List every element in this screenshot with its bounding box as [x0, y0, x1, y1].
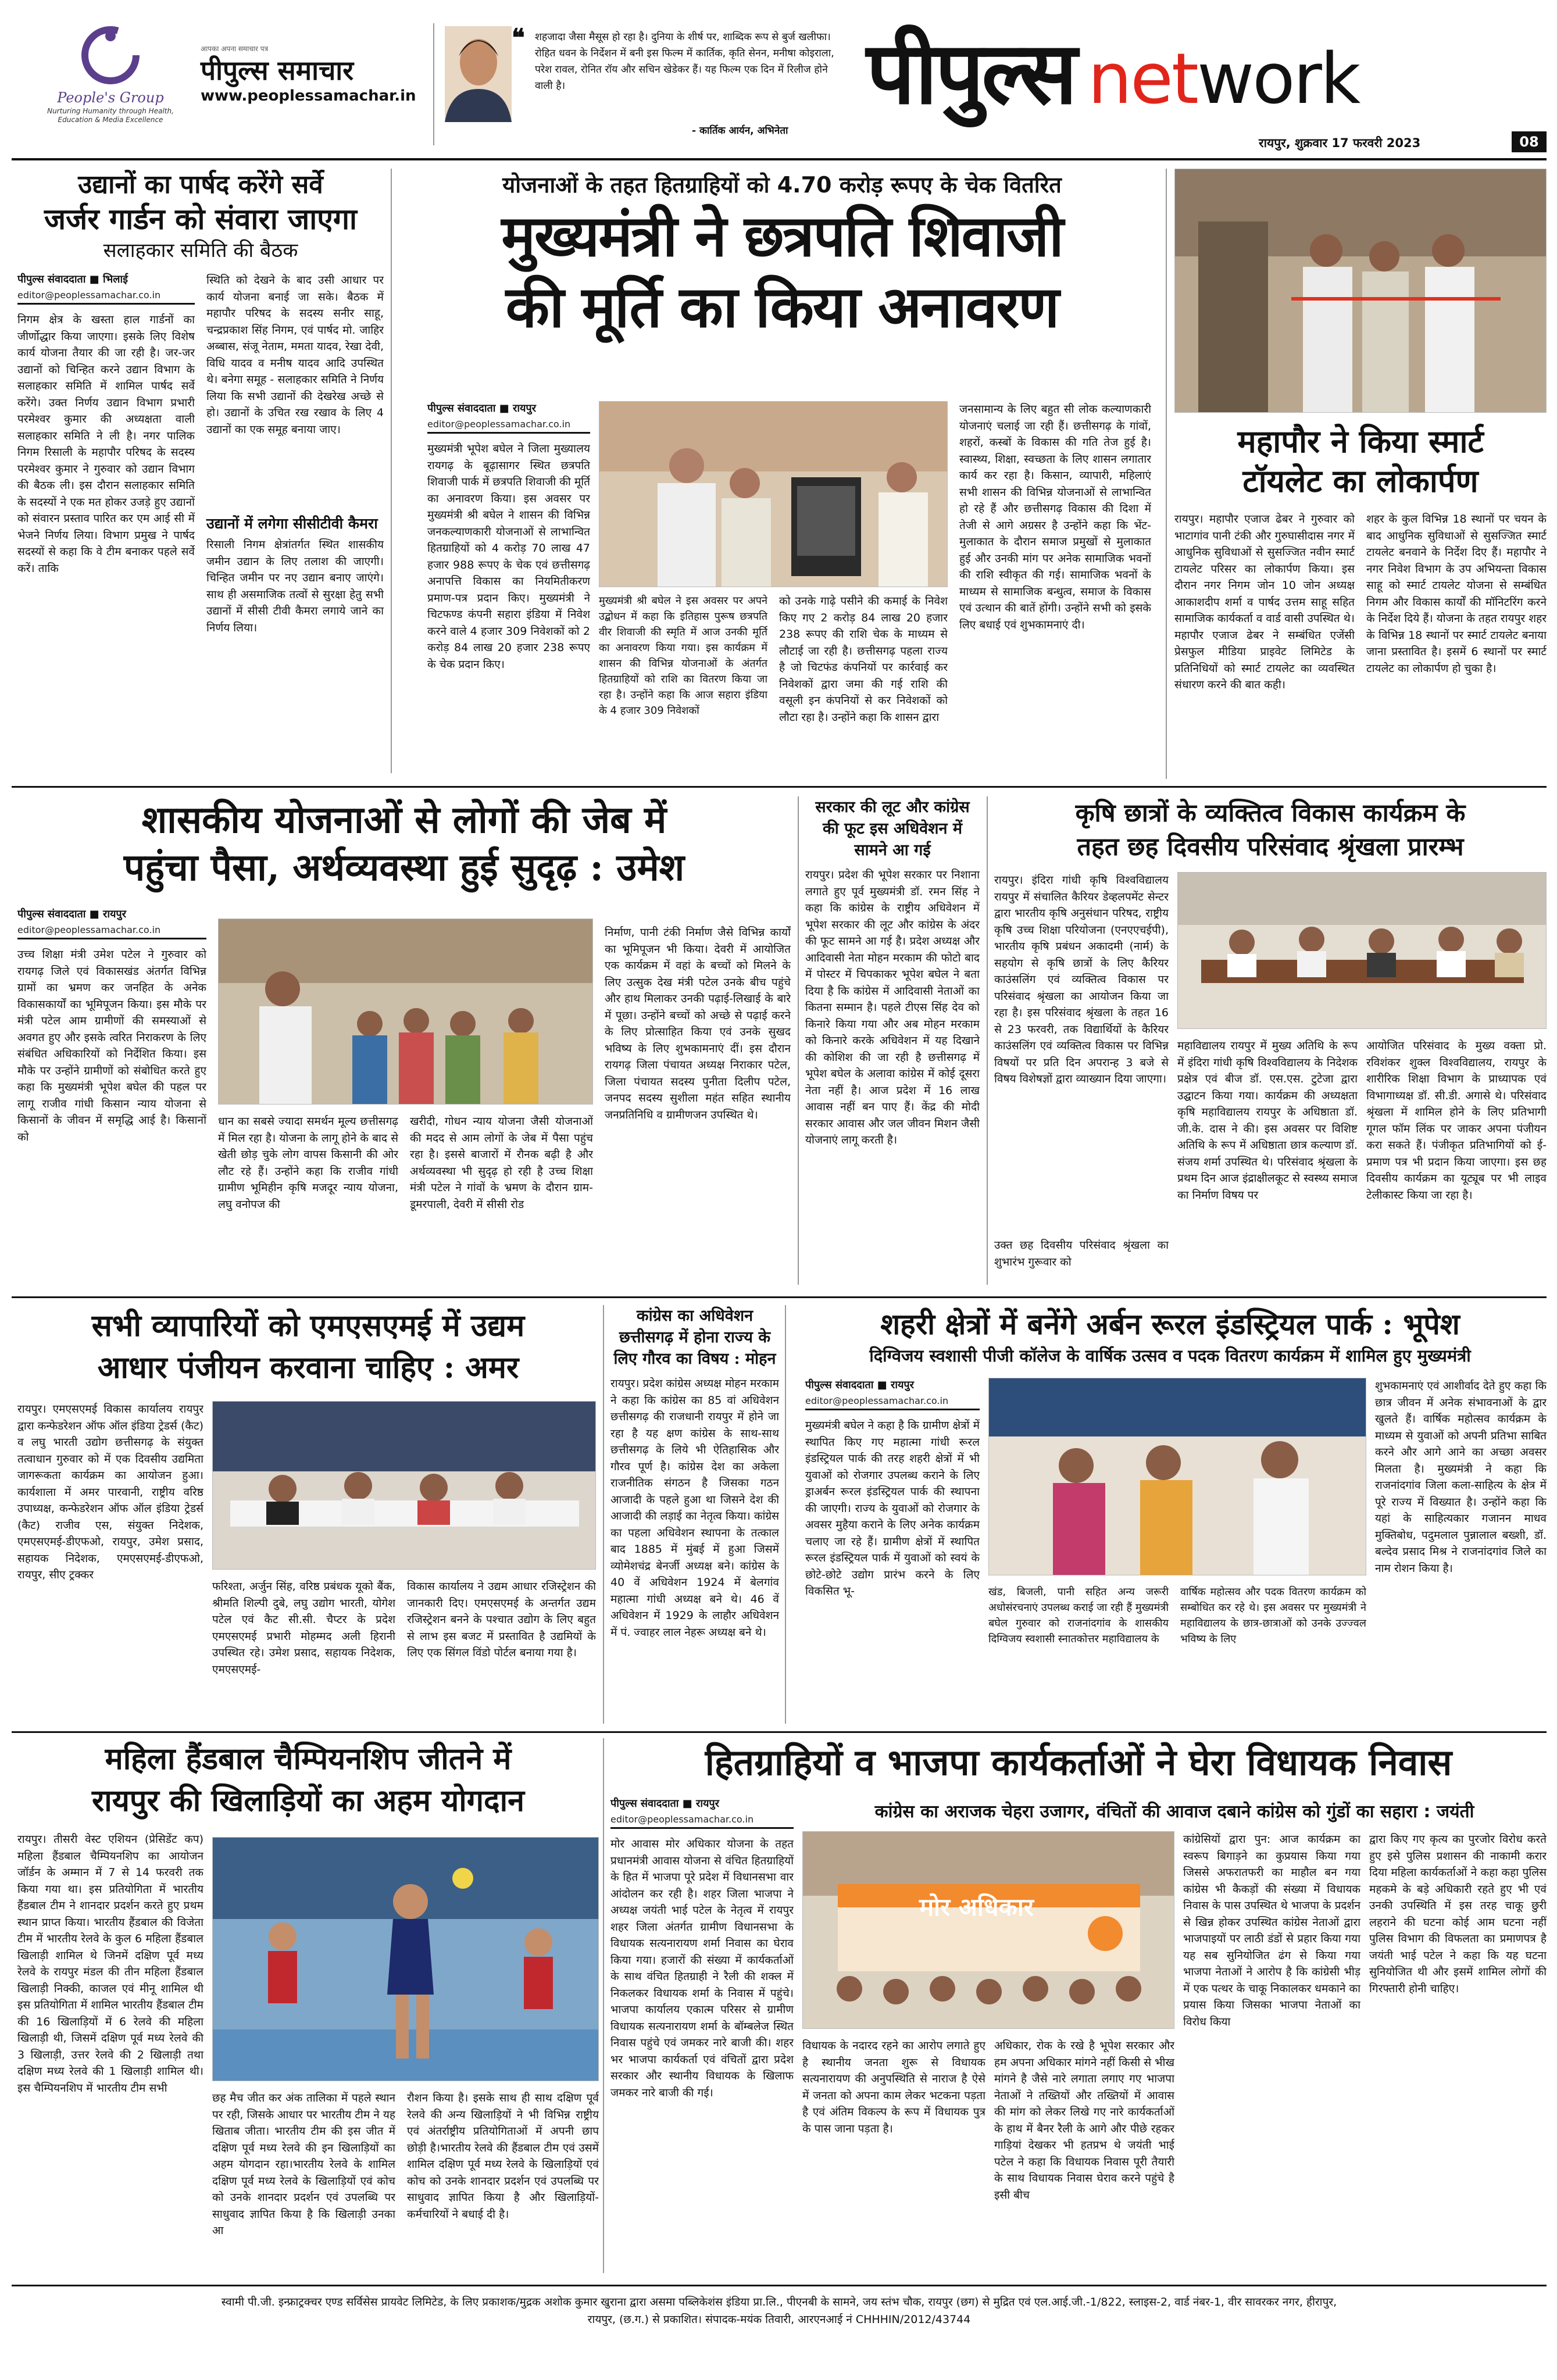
group-emblem-icon	[78, 23, 142, 87]
headline-line2: पहुंचा पैसा, अर्थव्यवस्था हुई सुदृढ़ : उमेश	[123, 846, 685, 889]
article-body-col1: उच्च शिक्षा मंत्री उमेश पटेल ने गुरुवार को रायगढ़ जिले एवं विकासखंड अंतर्गत विभिन्न ग्रामों का भ्रमण कर जनहित के अनेक विकासकार्यों का भूमिपूजन किया। इस मौके पर मंत्री पटेल आम ग्रामीणों की समस्याओं से अवगत हुए और इसके त्वरित निराकरण के लिए संबंधित अधिकारियों को निर्देशित किया। इस मौके पर उन्होंने ग्रामीणों को संबोधित करते हुए कहा कि मुख्यमंत्री भूपेश बघेल की पहल पर लागू राजीव गांधी किसान न्याय योजना से किसानों के जीवन में समृद्धि आई है। किसानों को	[17, 948, 206, 1143]
subheadline: सलाहकार समिति की बैठक	[103, 239, 298, 262]
article-body-col2: छह मैच जीत कर अंक तालिका में पहले स्थान पर रही, जिसके आधार पर भारतीय टीम ने यह खिताब जीता। भारतीय टीम की इस जीत में दक्षिण पूर्व मध्य रेलवे की इन खिलाड़ियों का अहम योगदान रहा।भारतीय रेलवे के शामिल दक्षिण पूर्व मध्य रेलवे के खिलाड़ियों एवं कोच को उनके शानदार प्रदर्शन एवं उपलब्धि पर साधुवाद ज्ञापित किया है कि खिलाड़ी उनका आ	[212, 2092, 395, 2237]
partner-logo	[201, 44, 427, 125]
byline: पीपुल्स संवाददाता ■ रायपुर	[17, 908, 127, 920]
article-body-col2b: रिसाली निगम क्षेत्रांतर्गत स्थित शासकीय जमीन उद्यान के लिए तलाश की जाएगी। चिन्हित जमीन पर नए उद्यान बनाए जाएंगे। साथ ही असमाजिक तत्वों से सुरक्षा हेतु सभी उद्यानों में सीसी टीवी कैमरा लगाये जाने का निर्णय लिया।	[206, 538, 384, 634]
celebrity-quote: शहजादा जैसा मैसूस हो रहा है। दुनिया के शीर्ष पर, शाब्दिक रूप से बुर्ज खलीफा। रोहित धवन के निर्देशन में बनी इस फिल्म में कार्तिक, कृति सेनन, मनीषा कोइराला, परेश रावल, रोनित रॉय और सचिन खेडेकर हैं। यह फिल्म एक दिन में रिलीज होने वाली है।	[535, 31, 834, 92]
article-body-col3: शुभकामनाएं एवं आशीर्वाद देते हुए कहा कि छात्र जीवन में अनेक संभावनाओं के द्वार खुलते हैं। वार्षिक महोत्सव कार्यक्रम के माध्यम से युवाओं को अपनी प्रतिभा साबित करने और आगे आने का अच्छा अवसर मिलता है। मुख्यमंत्री ने कहा कि राजनांदगांव जिला कला-साहित्य के क्षेत्र में पूरे राज्य में विख्यात है। उन्होंने कहा कि यहां के साहित्यकार गजानन माधव मुक्तिबोध, पदुमलाल पुन्नालाल बख्शी, डॉ. बल्देव प्रसाद मिश्र ने राजनांदगांव जिले का नाम रोशन किया है।	[1375, 1380, 1547, 1575]
section-rule	[12, 786, 1547, 788]
column-divider	[391, 169, 392, 773]
subheadline: दिग्विजय स्वशासी पीजी कॉलेज के वार्षिक उत्सव व पदक वितरण कार्यक्रम में शामिल हुए मुख्यमंत्री	[869, 1346, 1471, 1366]
article-body-col2: धान का सबसे ज्यादा समर्थन मूल्य छत्तीसगढ़ में मिल रहा है। योजना के लागू होने के बाद से खेती छोड़ चुके लोग वापस किसानी की ओर लौट रहे हैं। उन्होंने कहा कि राजीव गांधी ग्रामीण भूमिहीन कृषि मजदूर न्याय योजना, लघु वनोपज की	[218, 1115, 398, 1211]
inline-subhead: उद्यानों में लगेगा सीसीटीवी कैमरा	[206, 515, 378, 532]
quote-author: - कार्तिक आर्यन, अभिनेता	[692, 125, 788, 137]
a4-left-column	[17, 907, 206, 1285]
headline-line2: तहत छह दिवसीय परिसंवाद श्रृंखला प्रारम्भ	[1077, 832, 1464, 862]
brand-main: पीपुल्स	[866, 23, 1076, 123]
article-body-col1: रायपुर। तीसरी वेस्ट एशियन (प्रेसिडेंट कप) महिला हैंडबाल चैम्पियनशिप का आयोजन जॉर्डन के अम्मान में 7 से 14 फरवरी तक किया गया था। इस प्रतियोगिता में भारतीय हैंडबाल टीम ने शानदार प्रदर्शन करते हुए प्रथम स्थान प्राप्त किया। भारतीय हैंडबाल की विजेता टीम में भारतीय रेलवे के कुल 6 महिला हैंडबाल खिलाड़ी शामिल थे जिनमें दक्षिण पूर्व मध्य रेलवे के रायपुर मंडल की तीन महिला हैंडबाल खिलाड़ी निक्की, काजल एवं मीनू शामिल थी इस प्रतियोगिता में शामिल भारतीय हैंडबाल टीम की 16 खिलाड़ियों में 6 रेलवे की महिला खिलाड़ी थी, जिसमें दक्षिण पूर्व मध्य रेलवे की 3 खिलाड़ी, उत्तर रेलवे की 2 खिलाड़ी तथा दक्षिण मध्य रेलवे की 1 खिलाड़ी शामिल थी। इस चैम्पियनशिप में भारतीय टीम सभी	[17, 1833, 203, 2095]
headline-line1: सभी व्यापारियों को एमएसएमई में उद्यम	[91, 1308, 525, 1343]
article-body-col2: महाविद्यालय रायपुर में मुख्य अतिथि के रूप में इंदिरा गांधी कृषि विश्वविद्यालय के निदेशक प्रक्षेत्र एवं बीज डॉ. एस.एस. टुटेजा द्वारा उद्घाटन किया गया। कार्यक्रम की अध्यक्षता कृषि महाविद्यालय रायपुर के अधिष्ठाता डॉ. जी.के. दास ने की। इस अवसर पर विशिष्ट अतिथि के रूप में अधिष्ठाता छात्र कल्याण डॉ. संजय शर्मा उपस्थित थे। परिसंवाद श्रृंखला के प्रथम दिन आज इंद्राक्षीलकूट से स्वस्थ्य समाज का निर्माण विषय पर	[1177, 1039, 1358, 1202]
dateline: रायपुर, शुक्रवार 17 फरवरी 2023	[1259, 136, 1421, 150]
byline-email[interactable]: editor@peoplessamachar.co.in	[427, 419, 590, 434]
footer-rule	[12, 2285, 1547, 2286]
a9-left-column	[805, 1378, 980, 1724]
imprint-line	[23, 2293, 1535, 2328]
partner-name: पीपुल्स समाचार	[201, 55, 354, 86]
article-congress-convention	[610, 1305, 779, 1724]
quote-mark-icon: ❝	[512, 23, 525, 52]
article-body-col1: रायपुर। इंदिरा गांधी कृषि विश्वविद्यालय रायपुर में संचालित कैरियर डेव्हलपमेंट सेन्टर द्वारा भारतीय कृषि अनुसंधान परिषद, राष्ट्रीय कृषि उच्च शिक्षा परियोजना (एनएएचईपी), भारतीय कृषि प्रबंधन अकादमी (नार्म) के सहयोग से कृषि छात्रों के लिए कैरियर काउंसलिंग एवं व्यक्तित्व विकास पर परिसंवाद श्रृंखला का आयोजन किया जा रहा है। इस परिसंवाद श्रृंखला के तहत 16 से 23 फरवरी, तक विद्यार्थियों के कैरियर काउंसलिंग एवं व्यक्तित्व विकास पर विभिन्न विषयों पर प्रति दिन अपरान्ह 3 बजे से विषय विशेषज्ञों द्वारा व्याख्यान दिया जाएगा।	[994, 874, 1169, 1085]
imprint-line-2: रायपुर, (छ.ग.) से प्रकाशित। संपादक-मयंक तिवारी, आरएनआई नं CHHHIN/2012/43744	[587, 2313, 971, 2326]
photo-caption-2: वार्षिक महोत्सव और पदक वितरण कार्यक्रम को सम्बोधित कर रहे थे। इस अवसर पर मुख्यमंत्री ने महाविद्यालय के छात्र-छात्राओं को उनके उज्ज्वल भविष्य के लिए	[1180, 1586, 1366, 1645]
article-body: रायपुर। प्रदेश की भूपेश सरकार पर निशाना लगाते हुए पूर्व मुख्यमंत्री डॉ. रमन सिंह ने कहा कि कांग्रेस के राष्ट्रीय अधिवेशन में भूपेश सरकार की लूट और कांग्रेस के अंदर की फूट सामने आ गई है। प्रदेश अध्यक्ष और आदिवासी नेता मोहन मरकाम की फोटो बाद में पोस्टर में चिपकाकर भूपेश बघेल ने बता दिया है कि कांग्रेस में आदिवासी नेताओं का कितना सम्मान है। पहले टीएस सिंह देव को किनारे किया गया और अब मोहन मरकाम को किनारे करके अधिवेशन में यह दिखाने की कोशिश की जा रही है छत्तीसगढ़ में भूपेश बघेल के अलावा कांग्रेस में कोई दूसरा नेता नहीं है। आज प्रदेश में 16 लाख आवास नहीं बन पाए हैं। केंद्र की मोदी सरकार आवास और जल जीवन मिशन जैसी योजनाएं लागू करती है।	[805, 869, 980, 1146]
page-number: 08	[1512, 131, 1547, 152]
article-body-col5: द्वारा किए गए कृत्य का पुरजोर विरोध करते हुए इसे पुलिस प्रशासन की नाकामी करार दिया महिला कार्यकर्ताओं ने कहा कहा पुलिस महकमे के बड़े अधिकारी रहते हुए भी एवं उनकी उपस्थिति में इस तरह चाकू छुरी लहराने की घटना कोई आम घटना नहीं पुलिस विभाग की विफलता का प्रमाणपत्र है जयंती भाई पटेल ने कहा कि यह घटना सुनियोजित थी और इसमें शामिल लोगों की गिरफ्तारी होनी चाहिए।	[1369, 1833, 1547, 1995]
headline-line1: कृषि छात्रों के व्यक्तित्व विकास कार्यक्रम के	[1075, 799, 1466, 828]
headline: कांग्रेस का अधिवेशन छत्तीसगढ़ में होना राज्य के लिए गौरव का विषय : मोहन	[613, 1307, 776, 1368]
headline-line1: महापौर ने किया स्मार्ट	[1237, 423, 1484, 460]
masthead-rule	[12, 158, 1547, 160]
article-body-col4: कांग्रेसियों द्वारा पुन: आज कार्यक्रम का स्वरूप बिगाड़ने का कुप्रयास किया गया जिससे अफरातफरी का माहौल बन गया कांग्रेस भी कैकड़ों की संख्या में विधायक निवास के पास उपस्थित थे भाजपा के प्रदर्शन से खिन्न होकर उपस्थित कांग्रेस नेताओं द्वारा भाजपाइयों पर लाठी डंडों से प्रहार किया गया यह सब सुनियोजित ढंग से किया गया भाजपा नेताओं ने आरोप है कि कांग्रेसी भीड़ में एक पत्थर के चाकू निकालकर धमकाने का प्रयास किया जिसका भाजपा नेताओं का विरोध किया	[1183, 1833, 1360, 2028]
byline-email[interactable]: editor@peoplessamachar.co.in	[805, 1395, 980, 1410]
article-body-col3: आयोजित परिसंवाद के मुख्य वक्ता प्रो. रविशंकर शुक्ल विश्वविद्यालय, रायपुर के शारीरिक शिक्षा विभाग के प्राध्यापक एवं विभागाध्यक्ष डॉ. सी.डी. अगासे थे। परिसंवाद श्रृंखला में शामिल होने के लिए प्रतिभागी गूगल फॉम लिंक पर जाकर अपना पंजीयन करा सकते हैं। पंजीकृत प्रतिभागियों को ई-प्रमाण पत्र भी प्रदान किया जाएगा। इस छह दिवसीय कार्यक्रम का यूट्यूब पर भी लाइव टेलीकास्ट किया जा रहा है।	[1366, 1039, 1547, 1202]
article-body-col2: स्थिति को देखने के बाद उसी आधार पर कार्य योजना बनाई जा सके। बैठक में महापौर परिषद के सदस्य सनीर साहू, चन्द्रप्रकाश सिंह निगम, एवं पार्षद मो. जाहिर अब्बास, संजू नेताम, ममता यादव, रेखा देवी, विधि यादव व मनीष यादव आदि उपस्थित थे। बनेगा समूह - सलाहकार समिति ने निर्णय लिया कि सभी उद्यानों की देखरेख अच्छे से हो। उद्यानों के उचित रख रखाव के लिए 4 उद्यानों का एक समूह बनाया जाए।	[206, 274, 384, 436]
headline: हितग्राहियों व भाजपा कार्यकर्ताओं ने घेरा विधायक निवास	[705, 1741, 1452, 1784]
article-body-col1: निगम क्षेत्र के खस्ता हाल गार्डनों का जीर्णोद्धार किया जाएगा। इसके लिए विशेष कार्य योजना तैयार की जा रही है। जर-जर उद्यानों को चिन्हित करने उद्यान विभाग के सलाहकार समिति में शामिल पार्षद सर्वे करेंगे। उक्त निर्णय उद्यान विभाग प्रभारी परमेश्वर कुमार की अध्यक्षता वाली सलाहकार समिति ने ली है। नगर पालिक निगम रिसाली के महापौर परिषद के सदस्य परमेश्वर कुमार ने गुरुवार को उद्यान विभाग की बैठक ली। इस दौरान सलाहकार समिति के सदस्यों ने एक मत होकर उजड़े हुए उद्यानों को संवारन प्रस्ताव पारित कर एम आई सी में भेजने निर्णय लिया। विभाग प्रमुख ने पार्षद सदस्यों से कहा कि वे टीम बनाकर पहले सर्वे करें। ताकि	[17, 313, 195, 575]
handball-player-photo	[212, 1837, 599, 2081]
headline-line2: आधार पंजीयन करवाना चाहिए : अमर	[97, 1350, 519, 1385]
article-body-col2: शहर के कुल विभिन्न 18 स्थानों पर चयन के बाद आधुनिक सुविधाओं से सुसज्जित स्मार्ट टायलेट बनवाने के निर्देश दिए हैं। महापौर ने नगर निवेश विभाग के उप अभियन्ता विकास साहू को स्मार्ट टायलेट योजना से सम्बंधित निगम और विकास कार्यों की मॉनिटरिंग करने के निर्देश दिये हैं। योजना के तहत रायपुर शहर के विभिन्न 18 स्थानों पर स्मार्ट टायलेट बनाया जाना प्रस्तावित है। इसमें 6 स्थानों पर स्मार्ट टायलेट का लोकार्पण हो चुका है।	[1366, 513, 1547, 675]
a11-left-column	[610, 1796, 794, 2273]
brand-logo	[866, 12, 1547, 134]
a6-left-column	[994, 872, 1169, 1285]
article-body-col1: मुख्यमंत्री बघेल ने कहा है कि ग्रामीण क्षेत्रों में स्थापित किए गए महात्मा गांधी रूरल इंडस्ट्रियल पार्क की तरह शहरी क्षेत्रों में भी युवाओं को रोजगार उपलब्ध कराने के लिए ड्राअर्बन रूरल इंडस्ट्रियल पार्क की स्थापना की जाएगी। राज्य के युवाओं को रोजगार के अवसर मुहैया कराने के लिए अनेक कार्यक्रम चलाए जा रहे हैं। ग्रामीण क्षेत्रों में स्थापित रूरल इंडस्ट्रियल पार्क में युवाओं को स्वयं के छोटे-छोटे उद्योग प्रारंभ करने के लिए विकसित भू-	[805, 1419, 980, 1598]
banner-text: मोर अधिकार	[919, 1893, 1034, 1921]
byline: पीपुल्स संवाददाता ■ भिलाई	[17, 273, 128, 285]
article-body-col1: रायपुर। महापौर एजाज ढेबर ने गुरुवार को भाटागांव पानी टंकी और गुरुघासीदास नगर में आधुनिक सुविधाओं से सुसज्जित नवीन स्मार्ट टायलेट परिसर का लोकार्पण किया। इस दौरान नगर निगम जोन 10 जोन अध्यक्ष आकाशदीप शर्मा व पार्षद उत्तम साहू सहित सामाजिक कार्यकर्ता व वार्ड वासी उपस्थित थे। महापौर एजाज ढेबर ने सम्बंधित एजेंसी प्रेसफुल मीडिया प्राइवेट लिमिटेड के प्रतिनिधियों को स्मार्ट टायलेट का व्यवस्थित संधारण करने की बात कही।	[1174, 513, 1355, 691]
smart-toilet-photo	[1174, 169, 1547, 413]
cm-unveils-statue-photo	[599, 401, 948, 587]
article-body-col3: विकास कार्यालय ने उद्यम आधार रजिस्ट्रेशन की जानकारी दिए। एमएसएमई के अन्तर्गत उद्यम रजिस्ट्रेशन बनने के पश्चात उद्योग के लिए बहुत से लाभ इस बजट में प्रस्तावित है उद्यमियों के लिए एक सिंगल विंडो पोर्टल बनाया गया है।	[407, 1580, 596, 1659]
headline-line2: टॉयलेट का लोकार्पण	[1242, 462, 1479, 499]
cm-medal-distribution-photo	[988, 1378, 1366, 1575]
actor-photo	[445, 26, 512, 122]
article-body-col1: मोर आवास मोर अधिकार योजना के तहत प्रधानमंत्री आवास योजना से वंचित हितग्राहियों के हित में भाजपा पूरे प्रदेश में विधानसभा वार आंदोलन कर रही है। शहर जिला भाजपा ने अध्यक्ष जयंती भाई पटेल के नेतृत्व में रायपुर शहर जिला अंतर्गत ग्रामीण विधानसभा के विधायक सत्यनारायण शर्मा निवास का घेराव किया गया। हजारों की संख्या में कार्यकर्ताओं के साथ वंचित हितग्राही ने रैली की शक्ल में निकलकर विधायक शर्मा के निवास में पहुंचे। भाजपा कार्यालय एकात्म परिसर से ग्रामीण विधायक सत्यनारायण शर्मा के बॉम्बलेज स्थित निवास पहुंचे एवं जमकर नारे बाजी की। शहर भर भाजपा कार्यकर्ता एवं वंचितों द्वारा प्रदेश सरकार और स्थानीय विधायक के खिलाफ जमकर नारे बाजी की गई।	[610, 1838, 794, 2099]
column-divider	[987, 796, 988, 1285]
article-body-col4: निर्माण, पानी टंकी निर्माण जैसे विभिन्न कार्यों का भूमिपूजन भी किया। देवरी में आयोजित एक कार्यक्रम में वहां के बच्चों को मिलने के लिए उत्सुक देख मंत्री पटेल उनके बीच पहुंचे और हाथ मिलाकर उनकी पढ़ाई-लिखाई के बारे में पूछा। उन्होंने बच्चों को अच्छे से पढ़ाई करने के लिए प्रोत्साहित किया एवं उनके सुखद भविष्य के लिए शुभकामनाएं दीं। इस दौरान रायगढ़ जिला पंचायत अध्यक्ष निराकार पटेल, जिला पंचायत सदस्य पुनीता दिलीप पटेल, जनपद सदस्य सुशीला महंत सहित स्थानीय जनप्रतिनिधि व ग्रामीणजन उपस्थित थे।	[605, 926, 791, 1121]
article-body-col4: जनसामान्य के लिए बहुत सी लोक कल्याणकारी योजनाएं चलाई जा रही हैं। छत्तीसगढ़ के गांवों, शहरों, कस्बों के विकास की गति तेज हुई है। स्वास्थ्य, शिक्षा, स्वच्छता के लिए शासन लगातार कार्य कर रहा है। किसान, व्यापारी, महिलाएं सभी शासन की विभिन्न योजनाओं से लाभान्वित हो रहे हैं और छत्तीसगढ़ विकास की दिशा में तेजी से आगे अग्रसर है उन्होंने कहा कि भेंट-मुलाकात के दौरान समाज प्रमुखों से मुलाकात हुई और उनकी मांग पर अनेक सामाजिक भवनों की राशि स्वीकृत की गई। सामाजिक भवनों के माध्यम से सामाजिक बन्धुत्व, समाज के विकास एवं उत्थान की बातें होंगी। उन्होंने सभी को इसके लिए बधाई एवं शुभकामनाएं दी।	[959, 403, 1151, 631]
byline-email[interactable]: editor@peoplessamachar.co.in	[17, 924, 206, 939]
brand-net: net	[1088, 39, 1197, 120]
seminar-photo	[1177, 872, 1547, 1029]
photo-caption: मुख्यमंत्री श्री बघेल ने इस अवसर पर अपने उद्बोधन में कहा कि इतिहास पुरूष छत्रपति वीर शिवाजी की स्मृति में आज उनकी मूर्ति का अनावरण किया गया। इस कार्यक्रम में शासन की विभिन्न योजनाओं के अंतर्गत हितग्राहियों को राशि का वितरण किया जा रहा है। उन्होंने कहा कि आज सहारा इंडिया के 4 हजार 309 निवेशकों	[599, 595, 767, 717]
article-smart-toilet	[1174, 421, 1547, 779]
brand-work: work	[1197, 39, 1359, 120]
column-divider	[785, 1305, 786, 1724]
column-divider	[603, 1738, 604, 2273]
article-body-col1: मुख्यमंत्री भूपेश बघेल ने जिला मुख्यालय रायगढ़ के बूढ़ासागर स्थित छत्रपति शिवाजी पार्क में छत्रपति शिवाजी की मूर्ति का अनावरण किया। इस अवसर पर मुख्यमंत्री श्री बघेल ने शासन की विभिन्न जनकल्याणकारी योजनाओं से लाभान्वित हितग्राहियों को 4 करोड़ 70 लाख 47 हजार 988 रूपए के चेक एवं छत्तीसगढ़ अनापत्ति विकास का नियमितीकरण प्रमाण-पत्र प्रदान किए। मुख्यमंत्री ने चिटफण्ड कंपनी सहारा इंडिया में निवेश करने वाले 4 हजार 309 निवेशकों को 2 करोड़ 84 लाख 20 हजार 238 रूपए के चेक प्रदान किए।	[427, 442, 590, 671]
article-raman-singh	[805, 796, 980, 1285]
byline-email[interactable]: editor@peoplessamachar.co.in	[610, 1814, 794, 1829]
vertical-divider	[433, 23, 434, 145]
headline-line2: रायपुर की खिलाड़ियों का अहम योगदान	[92, 1783, 524, 1818]
article-gardens	[17, 169, 384, 773]
article-body-col2: विधायक के नदारद रहने का आरोप लगाते हुए है स्थानीय जनता शुरू से विधायक सत्यनारायण की अनुपस्थिति से नाराज है ऐसे में जनता को अपना काम लेकर भटकना पड़ता है एवं अंतिम विकल्प के रूप में विधायक पुत्र के पास जाना पड़ता है।	[802, 2039, 985, 2135]
peoples-group-logo	[35, 23, 186, 140]
article-body-col3: खरीदी, गोधन न्याय योजना जैसी योजनाओं की मदद से आम लोगों के जेब में पैसा पहुंच रहा है। इससे बाजारों में रौनक बढ़ी है और अर्थव्यवस्था भी सुदृढ़ हो रही है उच्च शिक्षा मंत्री पटेल ने गांवों के भ्रमण के दौरान ग्राम-डूमरपाली, देवरी में सीसी रोड	[410, 1115, 593, 1211]
headline: शहरी क्षेत्रों में बनेंगे अर्बन रूरल इंडस्ट्रियल पार्क : भूपेश	[880, 1307, 1460, 1341]
headline-line2: की मूर्ति का किया अनावरण	[505, 274, 1059, 341]
article-body: रायपुर। प्रदेश कांग्रेस अध्यक्ष मोहन मरकाम ने कहा कि कांग्रेस का 85 वां अधिवेशन छत्तीसगढ़ की राजधानी रायपुर में होने जा रहा है यह क्षण कांग्रेस के साथ-साथ छत्तीसगढ़ के लिये भी ऐतिहासिक और गौरव पूर्ण है। कांग्रेस देश का अकेला राजनीतिक संगठन है जिसका गठन आजादी के पहले हुआ था जिसने देश की आजादी की लड़ाई का नेतृत्व किया। कांग्रेस का पहला अधिवेशन स्थापना के तत्काल बाद 1885 में मुंबई में हुआ जिसमें व्योमेशचंद्र बेनर्जी अध्यक्ष बने। कांग्रेस के 40 वें अधिवेशन 1924 में बेलगांव महात्मा गांधी अध्यक्ष बने थे। 46 वें अधिवेशन में 1929 के लाहौर अधिवेशन में पं. ज्वाहर लाल नेहरू अध्यक्ष बने थे।	[610, 1377, 779, 1639]
article-body-col1b: उक्त छह दिवसीय परिसंवाद श्रृंखला का शुभारंभ गुरूवार को	[994, 1239, 1169, 1268]
byline: पीपुल्स संवाददाता ■ रायपुर	[610, 1797, 720, 1810]
a2-left-column	[427, 401, 590, 779]
headline-line2: जर्जर गार्डन को संवारा जाएगा	[44, 202, 357, 236]
section-rule	[12, 1731, 1547, 1733]
group-name: People's Group	[57, 90, 164, 106]
headline-line1: उद्यानों का पार्षद करेंगे सर्वे	[78, 170, 323, 199]
imprint-line-1: स्वामी पी.जी. इन्फ्राट्रक्चर एण्ड सर्विसेस प्रायवेट लिमिटेड, के लिए प्रकाशक/मुद्रक अशोक कुमार खुराना द्वारा असमा पब्लिकेशंस इंडिया प्रा.लि., पीएनबी के सामने, जय स्तंभ चौक, रायपुर (छग) से मुद्रित एवं एल.आई.जी.-1/822, स्लाइस-2, वार्ड नंबर-1, वीर सावरकर नगर, हीरापुर,	[221, 2296, 1337, 2308]
headline-line1: मुख्यमंत्री ने छत्रपति शिवाजी	[501, 203, 1063, 270]
photo-caption: खंड, बिजली, पानी सहित अन्य जरूरी अधोसंरचनाएं उपलब्ध कराई जा रही हैं मुख्यमंत्री बघेल गुरुवार को राजनांदगांव के शासकीय दिग्विजय स्वशासी स्नातकोत्तर महाविद्यालय के	[988, 1586, 1169, 1645]
byline: पीपुल्स संवाददाता ■ रायपुर	[427, 402, 537, 414]
article-body-col2: फरिश्ता, अर्जुन सिंह, वरिष्ठ प्रबंधक यूको बैंक, श्रीमति शिल्पी दुबे, लघु उद्योग भारती, योगेश पटेल एवं कैट सी.सी. चैप्टर के प्रदेश एमएसएमई प्रभारी मोहम्मद अली हिरानी उपस्थित रहे। उमेश प्रसाद, सहायक निदेशक, एमएसएमई-	[212, 1580, 395, 1676]
byline-email[interactable]: editor@peoplessamachar.co.in	[17, 290, 195, 305]
article-body-col3: अधिकार, रोक के रखे है भूपेश सरकार और हम अपना अधिकार मांगने नहीं किसी से भीख मांगने है जैसे नारे लगाता लगाए गए भाजपा नेताओं ने तख्तियों और तख्तियों में आवास की मांग को लेकर लिखे गए नारे कार्यकर्ताओं के हाथ में बैनर रैली के आगे और पीछे रहकर गाड़ियां देखकर भी हतप्रभ थे जयंती भाई पटेल ने कहा कि विधायक निवास पूरी तैयारी के साथ विधायक निवास घेराव करने पहुंचे है इसी बीच	[994, 2039, 1174, 2202]
article-body-col3: रौशन किया है। इसके साथ ही साथ दक्षिण पूर्व रेलवे की अन्य खिलाड़ियों ने भी विभिन्न राष्ट्रीय एवं अंतर्राष्ट्रीय प्रतियोगिताओं में अपनी छाप छोड़ी है।भारतीय रेलवे की हैंडबाल टीम एवं उसमें शामिल दक्षिण पूर्व मध्य रेलवे के खिलाड़ियों एवं कोच को उनके शानदार प्रदर्शन एवं उपलब्धि पर साधुवाद ज्ञापित किया है और खिलाड़ियों-कर्मचारियों ने बधाई दी है।	[407, 2092, 599, 2221]
headline-line1: महिला हैंडबाल चैम्पियनशिप जीतने में	[105, 1741, 512, 1777]
group-tagline: Nurturing Humanity through Health, Education & Media Excellence	[47, 107, 174, 124]
masthead	[0, 0, 1557, 163]
column-divider	[603, 1305, 604, 1724]
subheadline: कांग्रेस का अराजक चेहरा उजागर, वंचितों की आवाज दबाने कांग्रेस को गुंडों का सहारा : जयंती	[874, 1802, 1474, 1822]
headline: सरकार की लूट और कांग्रेस की फूट इस अधिवेशन में सामने आ गई	[815, 798, 970, 859]
column-divider	[1166, 169, 1167, 779]
article-body-col3: को उनके गाढ़े पसीने की कमाई के निवेश किए गए 2 करोड़ 84 लाख 20 हजार 238 रूपए की राशि चेक के माध्यम से लौटाई जा रही है। छत्तीसगढ़ पहला राज्य है जो चिटफंड कंपनियों पर कार्रवाई कर निवेशकों द्वारा जमा की गई राशि की वसूली इन कंपनियों से कर निवेशकों को लौटा रहा है। उन्होंने कहा कि शासन द्वारा	[779, 595, 948, 724]
section-rule	[12, 1296, 1547, 1298]
column-divider	[798, 796, 799, 1285]
byline: पीपुल्स संवाददाता ■ रायपुर	[805, 1379, 915, 1391]
minister-with-villagers-photo	[218, 919, 593, 1105]
kicker: योजनाओं के तहत हितग्राहियों को 4.70 करोड़ रूपए के चेक वितरित	[502, 172, 1062, 198]
protest-rally-photo	[802, 1831, 1174, 2029]
article-body-col1: रायपुर। एमएसएमई विकास कार्यालय रायपुर द्वारा कन्फेडरेशन ऑफ ऑल इंडिया ट्रेडर्स (कैट) व लघु भारती उद्योग छत्तीसगढ़ के संयुक्त तत्वाधान गुरुवार को में एक दिवसीय उद्यमिता जागरूकता कार्यक्रम का आयोजन हुआ। कार्यशाला में अमर पारवानी, राष्ट्रीय वरिष्ठ उपाध्यक्ष, कन्फेडरेशन ऑफ ऑल इंडिया ट्रेडर्स (कैट) राजीव एस, संयुक्त निदेशक, एमएसएमई-डीएफओ, रायपुर, उमेश प्रसाद, सहायक निदेशक, एमएसएमई-डीएफओ, रायपुर, सीए ट्रक्कर	[17, 1403, 203, 1581]
msme-workshop-photo	[212, 1401, 596, 1570]
headline-line1: शासकीय योजनाओं से लोगों की जेब में	[141, 798, 667, 842]
partner-small-text: आपका अपना समाचार पत्र	[201, 45, 269, 53]
partner-url[interactable]: www.peoplessamachar.in	[201, 87, 416, 105]
